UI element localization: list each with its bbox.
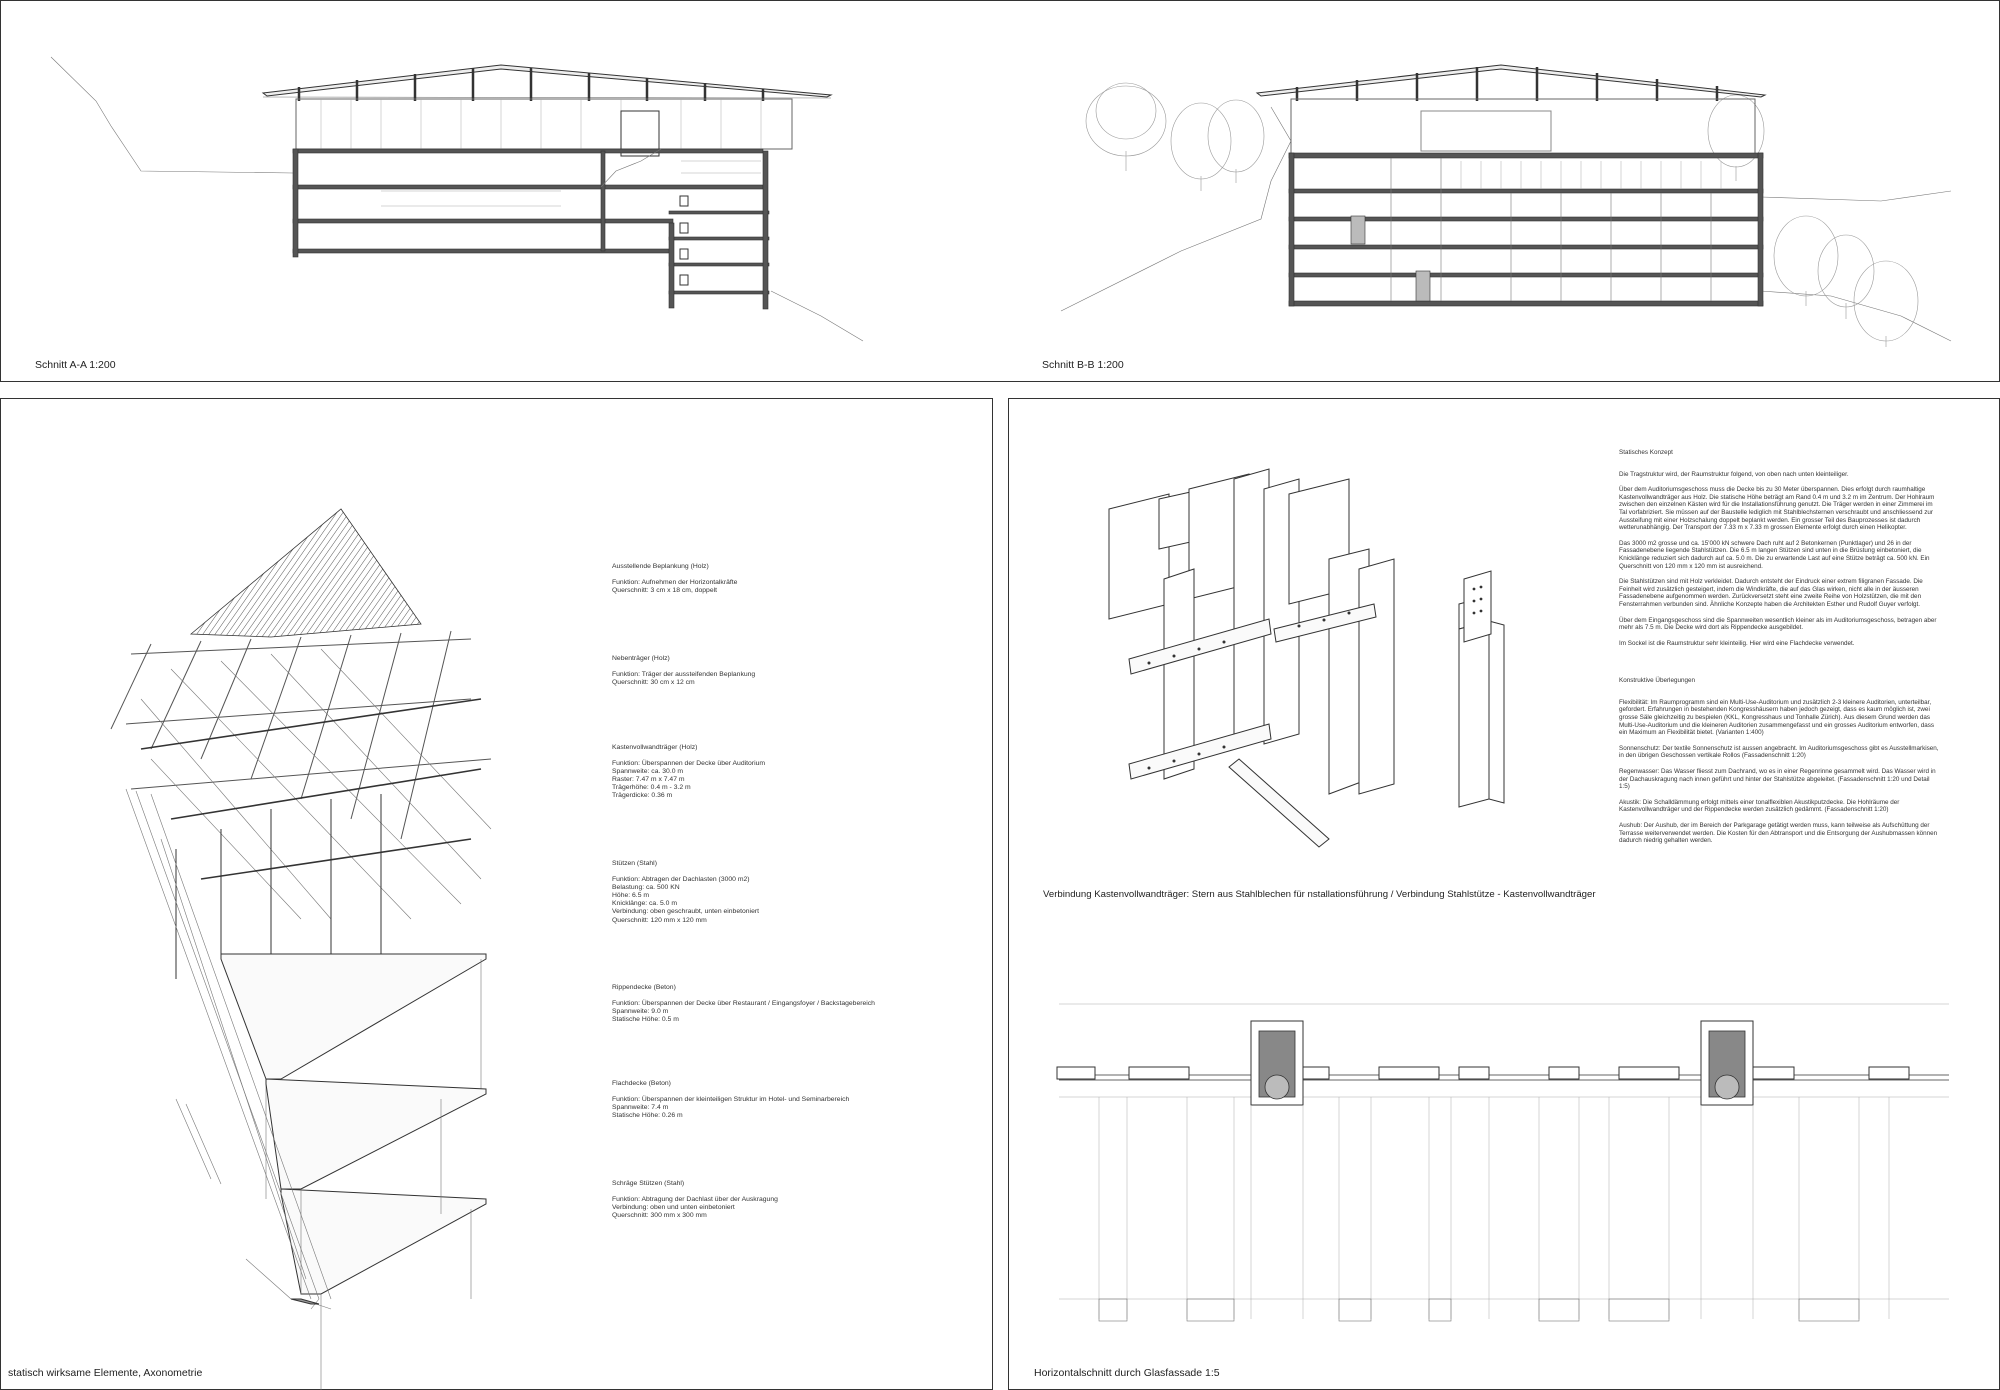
facade-caption: Horizontalschnitt durch Glasfassade 1:5 bbox=[1034, 1367, 1220, 1379]
concept-paragraph: Regenwasser: Das Wasser fliesst zum Dachrand, wo es in einer Regenrinne gesammelt wird. Das Wasser wird in der Dachauskragung nach innen geführt und hinter der Stahlstütze abgeleitet. (Fassadenschnitt 1:20 und Detail 1:5) bbox=[1619, 768, 1936, 791]
element-line: Funktion: Überspannen der Decke über Restaurant / Eingangsfoyer / Backstagebereich bbox=[612, 1000, 875, 1008]
section-bb-caption: Schnitt B-B 1:200 bbox=[1042, 359, 1124, 371]
concept-paragraph: Im Sockel ist die Raumstruktur sehr kleinteilig. Hier wird eine Flachdecke verwendet. bbox=[1619, 639, 1855, 647]
element-line: Verbindung: oben und unten einbetoniert bbox=[612, 1204, 735, 1212]
element-line: Funktion: Träger der aussteifenden Beplankung bbox=[612, 671, 756, 679]
element-line: Funktion: Aufnehmen der Horizontalkräfte bbox=[612, 579, 738, 587]
element-annotation-1 bbox=[612, 563, 872, 595]
element-line: Spannweite: 7.4 m bbox=[612, 1104, 669, 1112]
concept-paragraph: Akustik: Die Schalldämmung erfolgt mittels einer tonalflexiblen Akustikputzdecke. Die Hohlräume der Kastenvollwandträger und der Rippendecke werden zusätzlich gedämmt. (Fassadenschnitt 1:20) bbox=[1619, 798, 1900, 814]
element-title: Schräge Stützen (Stahl) bbox=[612, 1180, 685, 1187]
element-line: Raster: 7.47 m x 7.47 m bbox=[612, 776, 685, 784]
element-line: Funktion: Abtragen der Dachlasten (3000 m2) bbox=[612, 876, 750, 884]
concept-paragraph: Flexibilität: Im Raumprogramm sind ein Multi-Use-Auditorium und zusätzlich 2-3 kleinere Auditorien, unterteilbar, gefordert. Erfahrungen in bestehenden Kongresshäusern haben jedoch gezeigt, dass es kaum möglich ist, zwei grosse Säle gleichzeitig zu bespielen (KKL, Kongresshaus und Tonhalle Zürich). Aus diesem Grund werden das Multi-Use-Auditorium und die kleineren Auditorien zusammengefasst und ein grosses Auditorium entworfen, dass ein Maximum an Flexibilität bietet. (Varianten 1:400) bbox=[1619, 698, 1935, 737]
concept-heading-2: Konstruktive Überlegungen bbox=[1619, 677, 1695, 685]
concept-paragraph: Die Tragstruktur wird, der Raumstruktur folgend, von oben nach unten kleinteiliger. bbox=[1619, 470, 1849, 478]
element-line: Spannweite: ca. 30.0 m bbox=[612, 768, 684, 776]
concept-paragraph: Sonnenschutz: Der textile Sonnenschutz ist aussen angebracht. Im Auditoriumsgeschoss gibt es Ausstellmarkisen, in den übrigen Geschossen vertikale Rollos (Fassadenschnitt 1:20) bbox=[1619, 744, 1939, 760]
element-line: Statische Höhe: 0.5 m bbox=[612, 1016, 679, 1024]
element-annotation-5 bbox=[612, 984, 912, 1024]
section-aa-caption: Schnitt A-A 1:200 bbox=[35, 359, 116, 371]
element-line: Funktion: Überspannen der Decke über Auditorium bbox=[612, 760, 766, 768]
axonometry-caption: statisch wirksame Elemente, Axonometrie bbox=[8, 1367, 203, 1379]
section-sheet bbox=[0, 0, 2000, 382]
concept-paragraph: Über dem Eingangsgeschoss sind die Spannweiten wesentlich kleiner als im Auditoriumsgeschoss, betragen aber mehr als 7.5 m. Die Decke wird dort als Rippendecke ausgebildet. bbox=[1619, 616, 1937, 632]
element-line: Querschnitt: 3 cm x 18 cm, doppelt bbox=[612, 587, 718, 595]
element-line: Spannweite: 9.0 m bbox=[612, 1008, 669, 1016]
connection-caption: Verbindung Kastenvollwandträger: Stern aus Stahlblechen für nstallationsführung / Verbindung Stahlstütze - Kastenvollwandträger bbox=[1043, 889, 1596, 900]
element-title: Rippendecke (Beton) bbox=[612, 984, 676, 991]
element-annotation-7 bbox=[612, 1180, 872, 1220]
element-title: Nebenträger (Holz) bbox=[612, 655, 670, 662]
element-line: Querschnitt: 300 mm x 300 mm bbox=[612, 1212, 707, 1220]
element-title: Stützen (Stahl) bbox=[612, 860, 657, 867]
element-annotation-3 bbox=[612, 744, 872, 801]
concept-text bbox=[1619, 449, 1939, 853]
element-line: Statische Höhe: 0.26 m bbox=[612, 1112, 683, 1120]
element-line: Trägerdicke: 0.36 m bbox=[612, 792, 673, 800]
section-bb-drawing bbox=[1, 1, 2000, 381]
concept-paragraph: Über dem Auditoriumsgeschoss muss die Decke bis zu 30 Meter überspannen. Dies erfolgt durch raumhaltige Kastenvollwandträger aus Holz. Die statische Höhe beträgt am Rand 0.4 m und 3.2 m im Zentrum. Der Hohlraum zwischen den einzelnen Kästen wird für die Installationsführung genutzt. Die Träger werden in einer Zimmerei im Tal vorfabriziert. Sie müssen auf der Baustelle lediglich mit Stahlblechsternen verschraubt und anschliessend zur Aussteifung mit einer Holzschalung doppelt beplankt werden. Ein grosser Teil des Bauprozesses ist dadurch wetterunabhängig. Der Transport der 7.33 m x 7.33 m grossen Elemente erfolgt durch einen Helikopter. bbox=[1619, 486, 1935, 532]
element-annotation-4 bbox=[612, 860, 872, 925]
element-line: Querschnitt: 120 mm x 120 mm bbox=[612, 916, 707, 924]
element-title: Ausstellende Beplankung (Holz) bbox=[612, 563, 709, 570]
element-line: Querschnitt: 30 cm x 12 cm bbox=[612, 679, 695, 687]
element-line: Verbindung: oben geschraubt, unten einbetoniert bbox=[612, 908, 760, 916]
element-line: Höhe: 6.5 m bbox=[612, 892, 650, 900]
element-title: Flachdecke (Beton) bbox=[612, 1080, 671, 1087]
detail-sheet bbox=[1008, 398, 2000, 1390]
element-annotation-6 bbox=[612, 1080, 912, 1120]
concept-heading: Statisches Konzept bbox=[1619, 449, 1673, 456]
element-line: Belastung: ca. 500 KN bbox=[612, 884, 680, 892]
element-line: Funktion: Überspannen der kleinteiligen Struktur im Hotel- und Seminarbereich bbox=[612, 1096, 850, 1104]
element-line: Funktion: Abtragung der Dachlast über der Auskragung bbox=[612, 1196, 778, 1204]
element-annotation-2 bbox=[612, 655, 872, 687]
element-line: Trägerhöhe: 0.4 m - 3.2 m bbox=[612, 784, 691, 792]
concept-paragraph: Die Stahlstützen sind mit Holz verkleidet. Dadurch entsteht der Eindruck einer extrem filigranen Fassade. Die Feinheit wird zusätzlich gesteigert, indem die Windkräfte, die auf das Glas wirken, nicht alle in der äusseren Fassadenebene aufgenommen werden. Zurückversetzt steht eine zweite Reihe von Holzstützen, die mit den Fensterrahmen verbunden sind. Ähnliche Konzepte haben die Architekten Esther und Rudolf Guyer verfolgt. bbox=[1619, 578, 1923, 608]
element-title: Kastenvollwandträger (Holz) bbox=[612, 744, 698, 751]
concept-paragraph: Das 3000 m2 grosse und ca. 15'000 kN schwere Dach ruht auf 2 Betonkernen (Punktlager) und 26 in der Fassadenebene liegende Stahlstützen. Die 6.5 m langen Stützen sind unten in die Brüstung einbetoniert, die Knicklänge reduziert sich dadurch auf ca. 5.0 m. Die zu erwartende Last auf eine Stütze beträgt ca. 500 kN. Ein Querschnitt von 120 mm x 120 mm ist ausreichend. bbox=[1619, 539, 1930, 570]
element-line: Knicklänge: ca. 5.0 m bbox=[612, 900, 677, 908]
axonometry-sheet bbox=[0, 398, 993, 1390]
concept-paragraph: Aushub: Der Aushub, der im Bereich der Parkgarage getätigt werden muss, kann teilweise als Aufschüttung der Terrasse weiterverwendet werden. Die Kosten für den Abtransport und die Entsorgung der Aushubmassen können dadurch niedrig gehalten werden. bbox=[1619, 822, 1938, 845]
